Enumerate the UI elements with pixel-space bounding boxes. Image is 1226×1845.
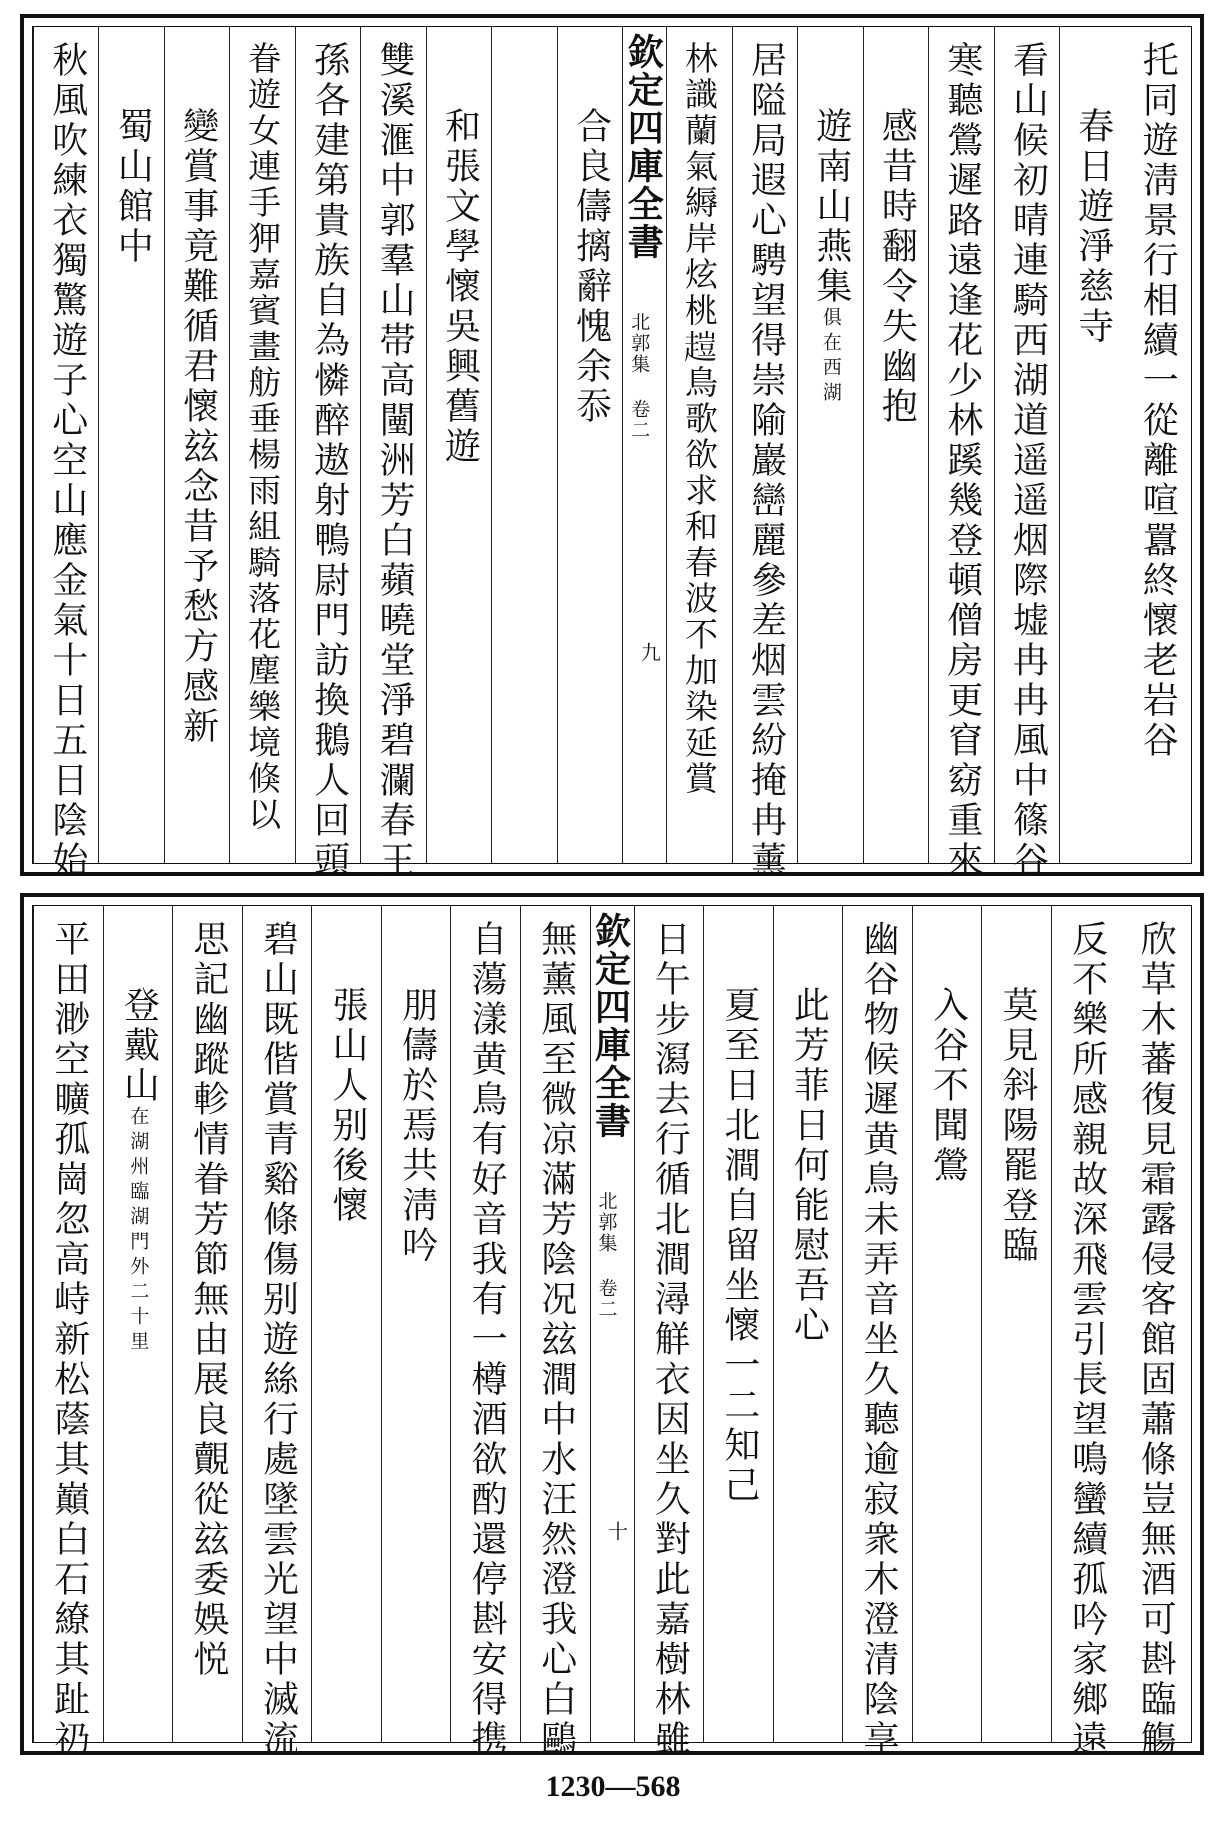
column-main-text: 此芳菲日何能慰吾心 bbox=[788, 986, 830, 1346]
column-main-text: 看山候初晴連騎西湖道遥遥烟際墟冉冉風中篠谷 bbox=[1007, 41, 1049, 881]
column-text bbox=[719, 986, 759, 1506]
sikuquanshu-banner bbox=[622, 27, 667, 863]
text-column bbox=[912, 906, 983, 1742]
column-text bbox=[649, 920, 689, 1760]
sikuquanshu-banner bbox=[590, 906, 635, 1742]
column-text bbox=[1135, 920, 1175, 1760]
column-text bbox=[243, 41, 281, 833]
column-text bbox=[858, 920, 898, 1760]
column-text bbox=[1007, 41, 1047, 881]
column-main-text: 蜀山館中 bbox=[112, 107, 154, 267]
column-main-text: 孫各建第貴族自為憐醉遨射鴨尉門訪換鵝人回頭 bbox=[308, 41, 350, 881]
column-main-text: 寒聽鶯遲路遠逢花少林蹊幾登頓僧房更窅窈重來 bbox=[941, 41, 983, 881]
text-column bbox=[1051, 906, 1122, 1760]
column-main-text: 幽谷物候遲黄鳥未弄音坐久聽逾寂衆木澄清陰享 bbox=[857, 920, 899, 1760]
text-column bbox=[491, 27, 557, 863]
column-text bbox=[374, 41, 414, 881]
text-column bbox=[773, 906, 844, 1742]
column-text bbox=[745, 41, 785, 881]
column-main-text: 和張文學懷吳興舊遊 bbox=[439, 107, 481, 467]
column-text bbox=[788, 986, 828, 1346]
text-column bbox=[1120, 906, 1190, 1760]
column-main-text: 合良儔摛辭愧余忝 bbox=[570, 107, 612, 427]
text-column bbox=[33, 906, 104, 1760]
text-column bbox=[33, 27, 99, 881]
text-column bbox=[520, 906, 591, 1760]
column-text bbox=[1137, 41, 1177, 761]
text-column bbox=[381, 906, 452, 1742]
text-column bbox=[981, 906, 1052, 1742]
column-text bbox=[118, 986, 158, 1356]
column-main-text: 托同遊淸景行相續一從離喧囂終懷老岩谷 bbox=[1137, 41, 1179, 761]
column-text bbox=[178, 107, 218, 747]
column-main-text: 碧山既偕賞青谿條傷别遊絲行處墜雲光望中滅流 bbox=[257, 920, 299, 1760]
text-column bbox=[242, 906, 313, 1760]
column-main-text: 莫見斜陽罷登臨 bbox=[997, 986, 1039, 1266]
column-text bbox=[811, 107, 851, 407]
column-text bbox=[1073, 107, 1113, 347]
text-column bbox=[426, 27, 492, 863]
text-column bbox=[295, 27, 361, 881]
column-main-text: 無薰風至微凉滿芳陰况玆澗中水汪然澄我心白鷗 bbox=[535, 920, 577, 1760]
column-text bbox=[680, 41, 718, 797]
column-text bbox=[876, 107, 916, 427]
text-column bbox=[1125, 27, 1190, 863]
banner-page-number: 九 bbox=[637, 642, 662, 662]
text-column bbox=[164, 27, 230, 863]
column-main-text: 朋儔於焉共淸吟 bbox=[396, 986, 438, 1266]
column-main-text: 林識蘭氣縟岸炫桃𧽊鳥歌欲求和春波不加染延賞 bbox=[679, 41, 719, 797]
column-annotation: 在湖州臨湖門外二十里 bbox=[127, 1106, 150, 1356]
text-column bbox=[360, 27, 426, 881]
column-text bbox=[928, 986, 968, 1186]
column-main-text: 雙溪滙中郭羣山帯高闉洲芳白蘋曉堂淨碧瀾春王 bbox=[374, 41, 416, 881]
text-column bbox=[103, 906, 174, 1742]
column-main-text: 變賞事竟難循君懷玆念昔予愁方感新 bbox=[177, 107, 219, 747]
text-column bbox=[229, 27, 295, 863]
text-column bbox=[172, 906, 243, 1742]
column-text bbox=[49, 920, 89, 1760]
column-text bbox=[397, 986, 437, 1266]
column-main-text: 反不樂所感親故深飛雲引長望鳴蠻續孤吟家鄉遠 bbox=[1066, 920, 1108, 1760]
banner-volume: 北郭集 卷二 bbox=[595, 1191, 618, 1320]
column-text bbox=[309, 41, 349, 881]
column-main-text: 平田渺空曠孤崗忽高峙新松蔭其巔白石繚其趾礽 bbox=[48, 920, 90, 1760]
column-main-text: 秋風吹練衣獨驚遊子心空山應金氣十日五日陰始 bbox=[46, 41, 88, 881]
text-column bbox=[928, 27, 994, 881]
text-column bbox=[863, 27, 929, 863]
banner-page-number: 十 bbox=[604, 1521, 629, 1541]
column-text bbox=[1067, 920, 1107, 1760]
text-column bbox=[1059, 27, 1125, 863]
column-main-text: 日午步㵼去行循北澗潯觧衣因坐久對此嘉樹林雖 bbox=[649, 920, 691, 1760]
bottom-page-frame bbox=[32, 905, 1192, 1760]
text-column bbox=[797, 27, 863, 863]
column-text bbox=[47, 41, 87, 881]
column-text bbox=[536, 920, 576, 1760]
column-main-text: 思記幽蹤軫情眷芳節無由展良覿從玆委娛悦 bbox=[187, 920, 229, 1680]
column-main-text: 遊南山燕集 bbox=[810, 107, 852, 307]
page-number-footer: 1230—568 bbox=[545, 1770, 681, 1803]
column-main-text: 眷遊女連手狎嘉賓畫舫垂楊雨組騎落花塵樂境倏以 bbox=[243, 41, 283, 833]
column-main-text: 夏至日北澗自留坐懷一二知己 bbox=[718, 986, 760, 1506]
column-text bbox=[570, 107, 610, 427]
text-column bbox=[994, 27, 1060, 881]
text-column bbox=[557, 27, 623, 863]
column-main-text: 登戴山 bbox=[118, 986, 160, 1106]
column-main-text: 感昔時翻令失幽抱 bbox=[876, 107, 918, 427]
column-text bbox=[997, 986, 1037, 1266]
column-main-text: 春日遊淨慈寺 bbox=[1072, 107, 1114, 347]
column-text bbox=[257, 920, 297, 1760]
banner-volume: 北郭集 卷二 bbox=[628, 312, 651, 441]
text-column bbox=[732, 27, 798, 881]
column-main-text: 自蕩漾黄鳥有好音我有一樽酒欲酌還停斟安得携 bbox=[466, 920, 508, 1760]
column-text bbox=[188, 920, 228, 1680]
column-main-text: 居隘局遐心騁望得崇隃巖巒麗參差烟雲紛掩冉薰 bbox=[745, 41, 787, 881]
top-page-frame bbox=[32, 26, 1192, 881]
column-main-text: 欣草木蕃復見霜露侵客館固蕭條豈無酒可斟臨觴 bbox=[1135, 920, 1177, 1760]
column-text bbox=[327, 986, 367, 1226]
text-column bbox=[666, 27, 732, 863]
column-main-text: 入谷不聞鶯 bbox=[927, 986, 969, 1186]
text-column bbox=[703, 906, 774, 1742]
text-column bbox=[98, 27, 164, 863]
column-text bbox=[112, 107, 152, 267]
column-text bbox=[466, 920, 506, 1760]
banner-title: 欽定四庫全書 bbox=[622, 33, 665, 261]
column-annotation: 俱在西湖 bbox=[819, 307, 842, 407]
bottom-page bbox=[20, 893, 1204, 1760]
column-text bbox=[942, 41, 982, 881]
column-main-text: 張山人别後懷 bbox=[327, 986, 369, 1226]
text-column bbox=[450, 906, 521, 1760]
banner-title: 欽定四庫全書 bbox=[589, 912, 632, 1140]
column-text bbox=[440, 107, 480, 467]
text-column bbox=[311, 906, 382, 1742]
text-column bbox=[634, 906, 705, 1760]
top-page bbox=[20, 14, 1204, 881]
text-column bbox=[842, 906, 913, 1760]
